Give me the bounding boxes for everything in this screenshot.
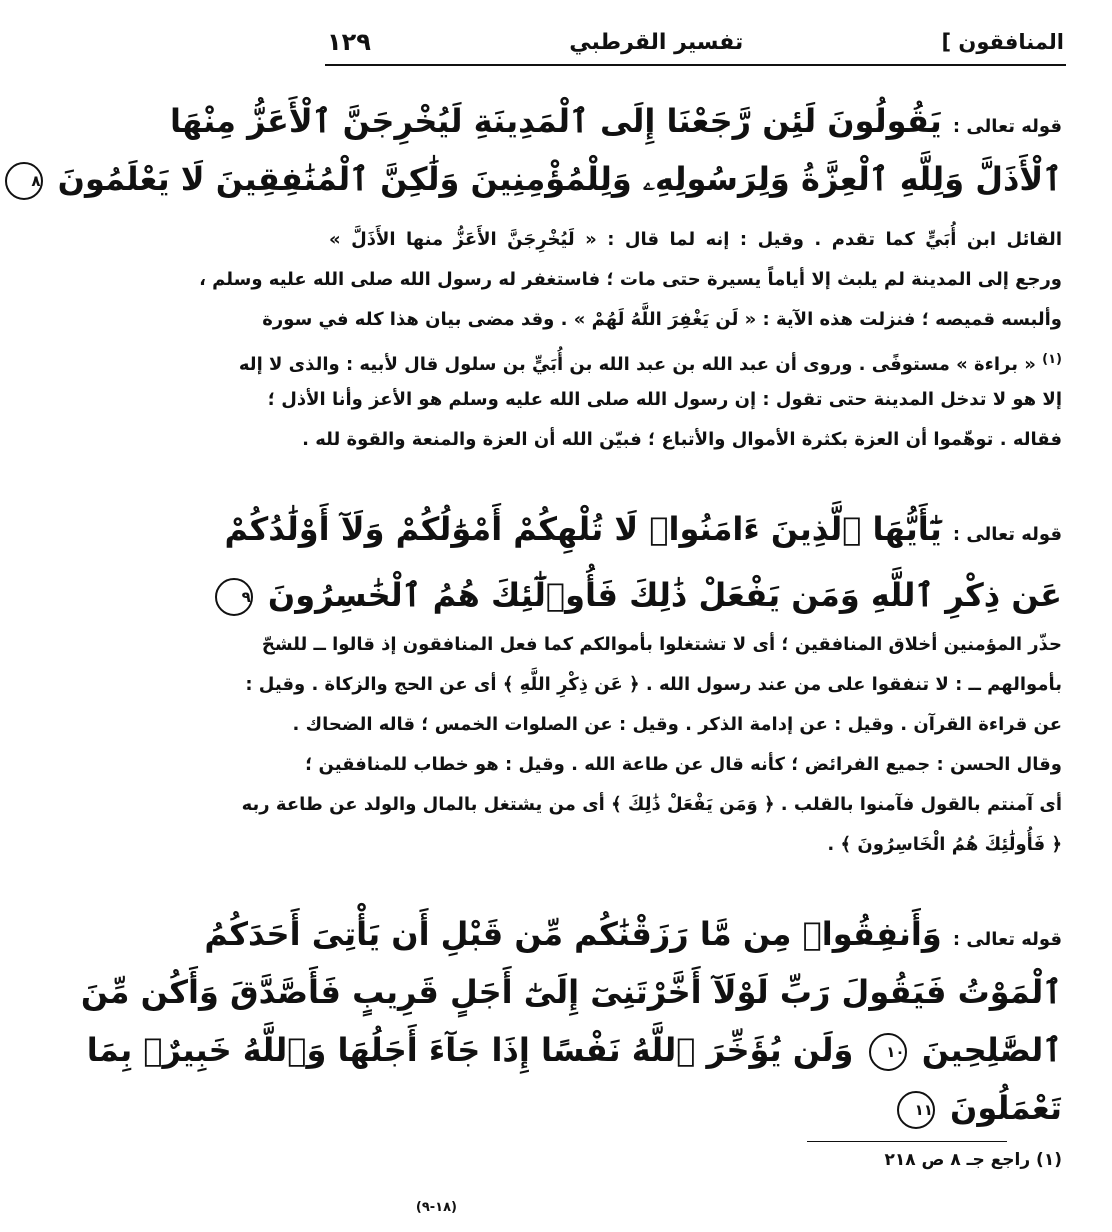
book-page — [31, 0, 1112, 1232]
text-line — [238, 340, 1062, 380]
verse-text: ٱلْأَذَلَّ وَلِلَّهِ ٱلْعِزَّةُ وَلِرَسُولِهِۦ وَلِلْمُؤْمِنِينَ وَلَٰكِنَّ ٱلْمُنَٰفِقِينَ لَا يَعْلَمُونَ — [57, 160, 1062, 198]
text-line: ﴿ فَأُولَٰئِكَ هُمُ الْخَاسِرُونَ ﴾ . — [827, 834, 1062, 855]
verse-8 — [31, 92, 1062, 208]
verse-text: يَقُولُونَ لَئِن رَّجَعْنَا إِلَى ٱلْمَدِينَةِ لَيُخْرِجَنَّ ٱلْأَعَزُّ مِنْهَا — [169, 102, 942, 140]
footnote-marker: (١) — [1042, 352, 1062, 367]
verse-line — [329, 1079, 1062, 1137]
footnote-rule — [807, 1141, 1007, 1142]
page-number: ١٢٩ — [327, 28, 371, 56]
verse-line — [169, 92, 1062, 150]
book-title: تفسير القرطبي — [569, 29, 744, 55]
sura-name: المنافقون ] — [941, 30, 1064, 54]
verse-line — [241, 566, 1062, 624]
verse-9 — [224, 500, 1062, 624]
verse-text: وَأَنفِقُوا۟ مِن مَّا رَزَقْنَٰكُم مِّن قَبْلِ أَن يَأْتِىَ أَحَدَكُمُ — [204, 915, 942, 953]
verse-intro: قوله تعالى : — [952, 929, 1062, 950]
verse-text: ٱلصَّٰلِحِينَ — [921, 1031, 1062, 1069]
commentary-paragraph — [199, 220, 1062, 460]
ayah-number-marker: ١٠ — [869, 1033, 907, 1071]
verse-intro: قوله تعالى : — [952, 116, 1062, 137]
text-line: حذّر المؤمنين أخلاق المنافقين ؛ أى لا تشتغلوا بأموالكم كما فعل المنافقون إذ قالوا ــ للشحّ — [261, 634, 1062, 655]
text-line: أى آمنتم بالقول فآمنوا بالقلب . ﴿ وَمَن يَفْعَلْ ذَٰلِكَ ﴾ أى من يشتغل بالمال والولد عن طاعة ربه — [241, 794, 1062, 815]
ayah-number-marker: ١١ — [897, 1091, 935, 1129]
ayah-number-marker: ٩ — [215, 578, 253, 616]
header-rule — [325, 64, 1066, 66]
footnote: (١) راجع جـ ٨ ص ٢١٨ — [884, 1150, 1062, 1170]
page-header — [327, 22, 1064, 62]
text-line: وقال الحسن : جميع الفرائض ؛ كأنه قال عن طاعة الله . وقيل : هو خطاب للمنافقين ؛ — [305, 754, 1062, 775]
text-line: عن قراءة القرآن . وقيل : عن إدامة الذكر . وقيل : عن الصلوات الخمس ؛ قاله الضحاك . — [292, 714, 1062, 735]
text-line: بأموالهم ــ : لا تنفقوا على من عند رسول الله . ﴿ عَن ذِكْرِ اللَّهِ ﴾ أى عن الحج والزكاة . وقيل : — [245, 674, 1062, 695]
verse-line — [31, 150, 1062, 208]
verse-text: يَٰٓأَيُّهَا ٱلَّذِينَ ءَامَنُوا۟ لَا تُلْهِكُمْ أَمْوَٰلُكُمْ وَلَآ أَوْلَٰدُكُمْ — [224, 510, 942, 548]
verse-10-11 — [80, 905, 1062, 1137]
text-line: ورجع إلى المدينة لم يلبث إلا أياماً يسيرة حتى مات ؛ فاستغفر له رسول الله صلى الله عليه وسلم ، — [199, 269, 1062, 290]
printer-signature: (١٨-٩) — [415, 1200, 457, 1215]
verse-line — [204, 905, 1062, 963]
text-line: وألبسه قميصه ؛ فنزلت هذه الآية : « لَن يَغْفِرَ اللَّهُ لَهُمْ » . وقد مضى بيان هذا كله في سورة — [262, 309, 1062, 330]
text-line: فقاله . توهّموا أن العزة بكثرة الأموال والأتباع ؛ فبيّن الله أن العزة والمنعة والقوة لله . — [302, 429, 1062, 450]
verse-line — [86, 1021, 1062, 1079]
verse-text: وَلَن يُؤَخِّرَ ٱللَّهُ نَفْسًا إِذَا جَآءَ أَجَلُهَا وَٱللَّهُ خَبِيرٌۢ بِمَا — [86, 1031, 854, 1069]
verse-text: عَن ذِكْرِ ٱللَّهِ وَمَن يَفْعَلْ ذَٰلِكَ فَأُو۟لَٰٓئِكَ هُمُ ٱلْخَٰسِرُونَ — [267, 576, 1062, 614]
commentary-paragraph — [241, 625, 1062, 865]
text-line: القائل ابن أُبَيٍّ كما تقدم . وقيل : إنه لما قال : « لَيُخْرِجَنَّ الأَعَزُّ منها الأَذَلَّ » — [329, 229, 1062, 250]
verse-line: ٱلْمَوْتُ فَيَقُولَ رَبِّ لَوْلَآ أَخَّرْتَنِىٓ إِلَىٰٓ أَجَلٍ قَرِيبٍ فَأَصَّدَّقَ وَأَكُن مِّنَ — [80, 973, 1062, 1011]
ayah-number-marker: ٨ — [5, 162, 43, 200]
verse-intro: قوله تعالى : — [952, 524, 1062, 545]
text-segment: « براءة » مستوفًى . وروى أن عبد الله بن عبد الله بن أُبَيٍّ بن سلول قال لأبيه : والذى لا إله — [238, 354, 1036, 375]
text-line: إلا هو لا تدخل المدينة حتى تقول : إن رسول الله صلى الله عليه وسلم هو الأعز وأنا الأذل ؛ — [267, 389, 1062, 410]
verse-line — [224, 500, 1062, 558]
verse-text: تَعْمَلُونَ — [950, 1089, 1062, 1127]
